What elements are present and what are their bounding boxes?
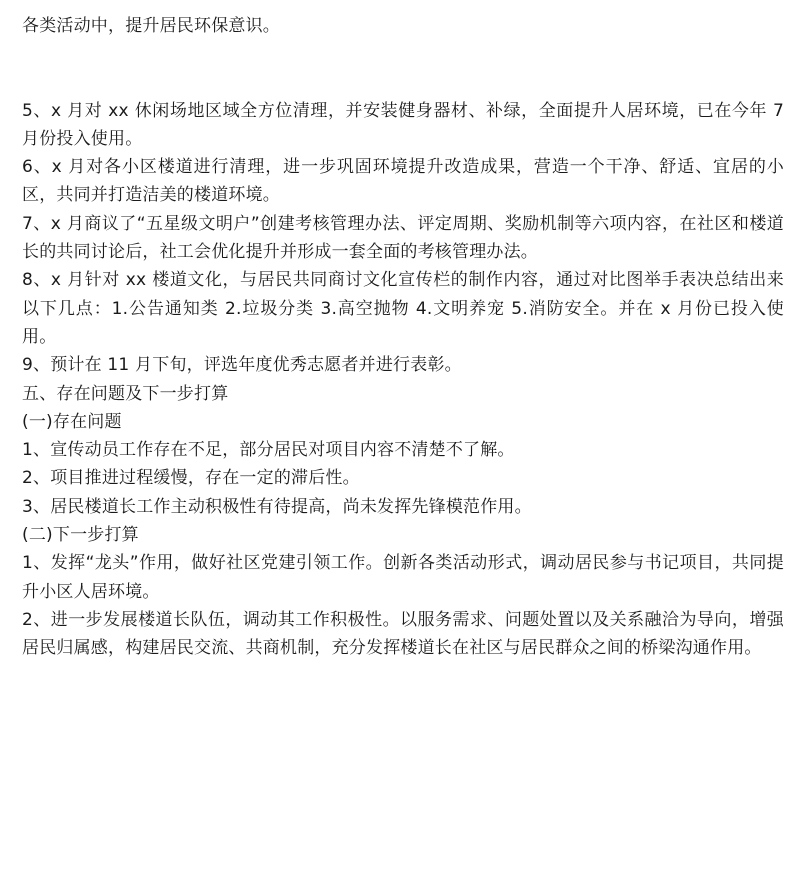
paragraph-item-5: 5、x 月对 xx 休闲场地区域全方位清理，并安装健身器材、补绿，全面提升人居环境，已在今年 7 月份投入使用。 xyxy=(22,100,784,149)
problem-item-2: 2、项目推进过程缓慢，存在一定的滞后性。 xyxy=(22,468,360,489)
paragraph-item-7: 7、x 月商议了“五星级文明户”创建考核管理办法、评定周期、奖励机制等六项内容，在社区和楼道长的共同讨论后，社工会优化提升并形成一套全面的考核管理办法。 xyxy=(22,213,784,263)
subheading-next-steps: (二)下一步打算 xyxy=(22,525,139,546)
next-step-item-1: 1、发挥“龙头”作用，做好社区党建引领工作。创新各类活动形式，调动居民参与书记项目，共同提升小区人居环境。 xyxy=(22,553,784,602)
document-body xyxy=(22,0,784,663)
problem-item-1: 1、宣传动员工作存在不足，部分居民对项目内容不清楚不了解。 xyxy=(22,440,515,461)
next-step-item-2: 2、进一步发展楼道长队伍，调动其工作积极性。以服务需求、问题处置以及关系融洽为导向，增强居民归属感，构建居民交流、共商机制，充分发挥楼道长在社区与居民群众之间的桥梁沟通作用。 xyxy=(22,609,784,659)
clipped-top-line xyxy=(22,0,784,12)
paragraph-item-6: 6、x 月对各小区楼道进行清理，进一步巩固环境提升改造成果，营造一个干净、舒适、宜居的小区，共同并打造洁美的楼道环境。 xyxy=(22,157,784,206)
paragraph-gap xyxy=(22,41,784,97)
problem-item-3: 3、居民楼道长工作主动积极性有待提高，尚未发挥先锋模范作用。 xyxy=(22,496,532,517)
paragraph-item-8: 8、x 月针对 xx 楼道文化，与居民共同商讨文化宣传栏的制作内容，通过对比图举手表决总结出来以下几点：1.公告通知类 2.垃圾分类 3.高空抛物 4.文明养宠 5.消防安全。并在 x 月份已投入使用。 xyxy=(22,270,784,347)
section-heading-problems-next-steps: 五、存在问题及下一步打算 xyxy=(22,383,229,404)
subheading-problems: (一)存在问题 xyxy=(22,411,122,432)
paragraph-top-continuation: 各类活动中，提升居民环保意识。 xyxy=(22,16,280,37)
paragraph-item-9: 9、预计在 11 月下旬，评选年度优秀志愿者并进行表彰。 xyxy=(22,355,462,376)
